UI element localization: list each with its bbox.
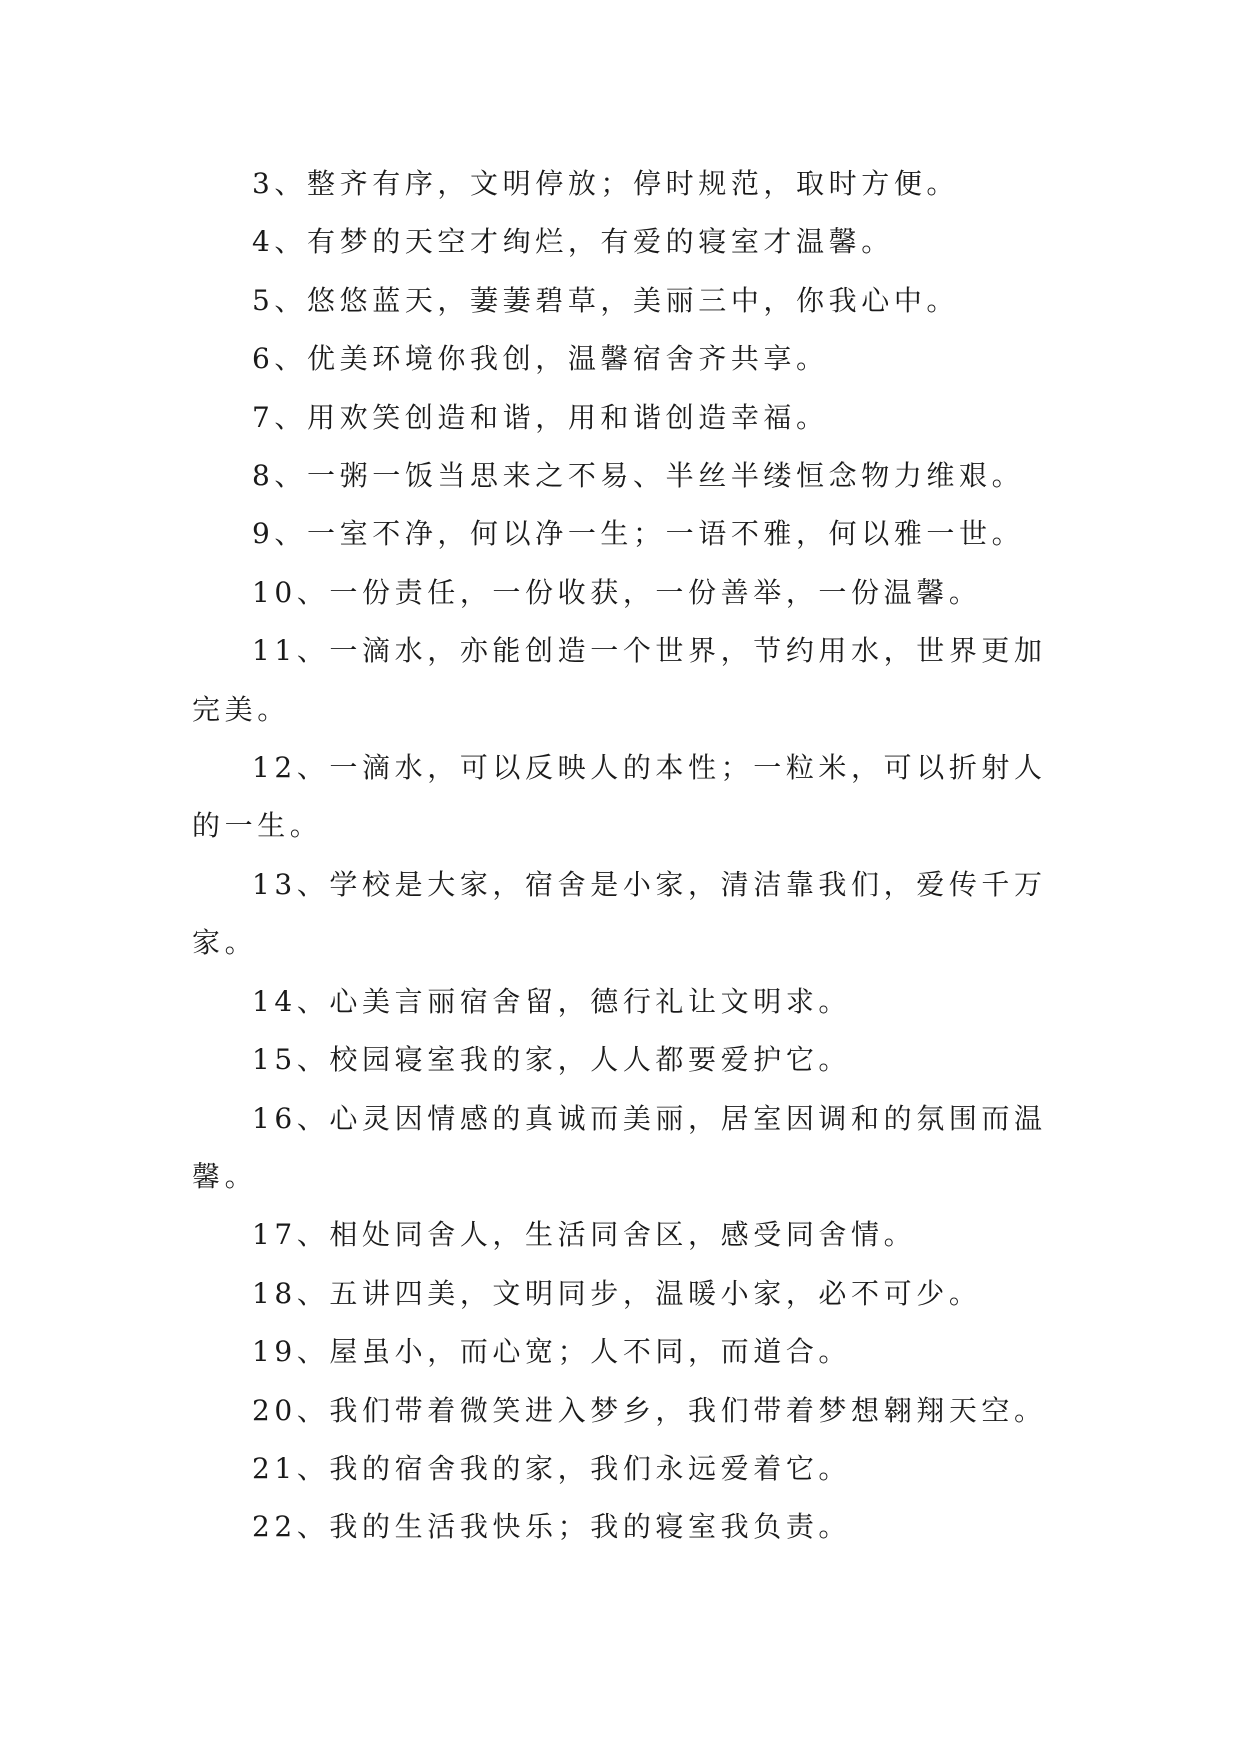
slogan-item [192, 1382, 1052, 1440]
slogan-item [192, 1090, 1052, 1207]
slogan-item [192, 1323, 1052, 1381]
slogan-text: 8、一粥一饭当思来之不易、半丝半缕恒念物力维艰。 [252, 459, 1025, 493]
slogan-text: 19、屋虽小，而心宽；人不同，而道合。 [252, 1335, 852, 1369]
slogan-text: 5、悠悠蓝天，萋萋碧草，美丽三中，你我心中。 [252, 283, 960, 317]
slogan-item [192, 155, 1052, 213]
slogan-item [192, 856, 1052, 973]
slogan-text: 14、心美言丽宿舍留，德行礼让文明求。 [252, 984, 852, 1018]
slogan-item [192, 973, 1052, 1031]
slogan-text: 20、我们带着微笑进入梦乡，我们带着梦想翱翔天空。 [252, 1393, 1047, 1427]
slogan-item [192, 622, 1052, 739]
slogan-text: 11、一滴水，亦能创造一个世界，节约用水，世界更加 [252, 634, 1047, 668]
slogan-text: 6、优美环境你我创，温馨宿舍齐共享。 [252, 342, 829, 376]
slogan-item [192, 272, 1052, 330]
slogan-item [192, 505, 1052, 563]
slogan-item [192, 1206, 1052, 1264]
slogan-item [192, 447, 1052, 505]
slogan-text-continued: 家。 [192, 926, 258, 960]
slogan-item [192, 1440, 1052, 1498]
slogan-text-continued: 的一生。 [192, 809, 323, 843]
slogan-text-continued: 完美。 [192, 692, 290, 726]
slogan-text: 16、心灵因情感的真诚而美丽，居室因调和的氛围而温 [252, 1101, 1047, 1135]
slogan-item [192, 1265, 1052, 1323]
slogan-text: 17、相处同舍人，生活同舍区，感受同舍情。 [252, 1218, 917, 1252]
slogan-item [192, 213, 1052, 271]
slogan-text: 12、一滴水，可以反映人的本性；一粒米，可以折射人 [252, 751, 1047, 785]
slogan-text: 22、我的生活我快乐；我的寝室我负责。 [252, 1510, 852, 1544]
slogan-text: 21、我的宿舍我的家，我们永远爱着它。 [252, 1451, 852, 1485]
slogan-text: 18、五讲四美，文明同步，温暖小家，必不可少。 [252, 1276, 982, 1310]
slogan-item [192, 1031, 1052, 1089]
slogan-item [192, 1498, 1052, 1556]
slogan-text: 15、校园寝室我的家，人人都要爱护它。 [252, 1043, 852, 1077]
slogan-text: 9、一室不净，何以净一生；一语不雅，何以雅一世。 [252, 517, 1025, 551]
slogan-list [192, 155, 1052, 1557]
slogan-text-continued: 馨。 [192, 1159, 258, 1193]
slogan-text: 3、整齐有序，文明停放；停时规范，取时方便。 [252, 167, 960, 200]
slogan-text: 4、有梦的天空才绚烂，有爱的寝室才温馨。 [252, 225, 894, 259]
slogan-text: 13、学校是大家，宿舍是小家，清洁靠我们，爱传千万 [252, 867, 1047, 901]
slogan-item [192, 330, 1052, 388]
slogan-item [192, 564, 1052, 622]
slogan-item [192, 389, 1052, 447]
slogan-item [192, 739, 1052, 856]
slogan-text: 7、用欢笑创造和谐，用和谐创造幸福。 [252, 400, 829, 434]
slogan-text: 10、一份责任，一份收获，一份善举，一份温馨。 [252, 575, 982, 609]
